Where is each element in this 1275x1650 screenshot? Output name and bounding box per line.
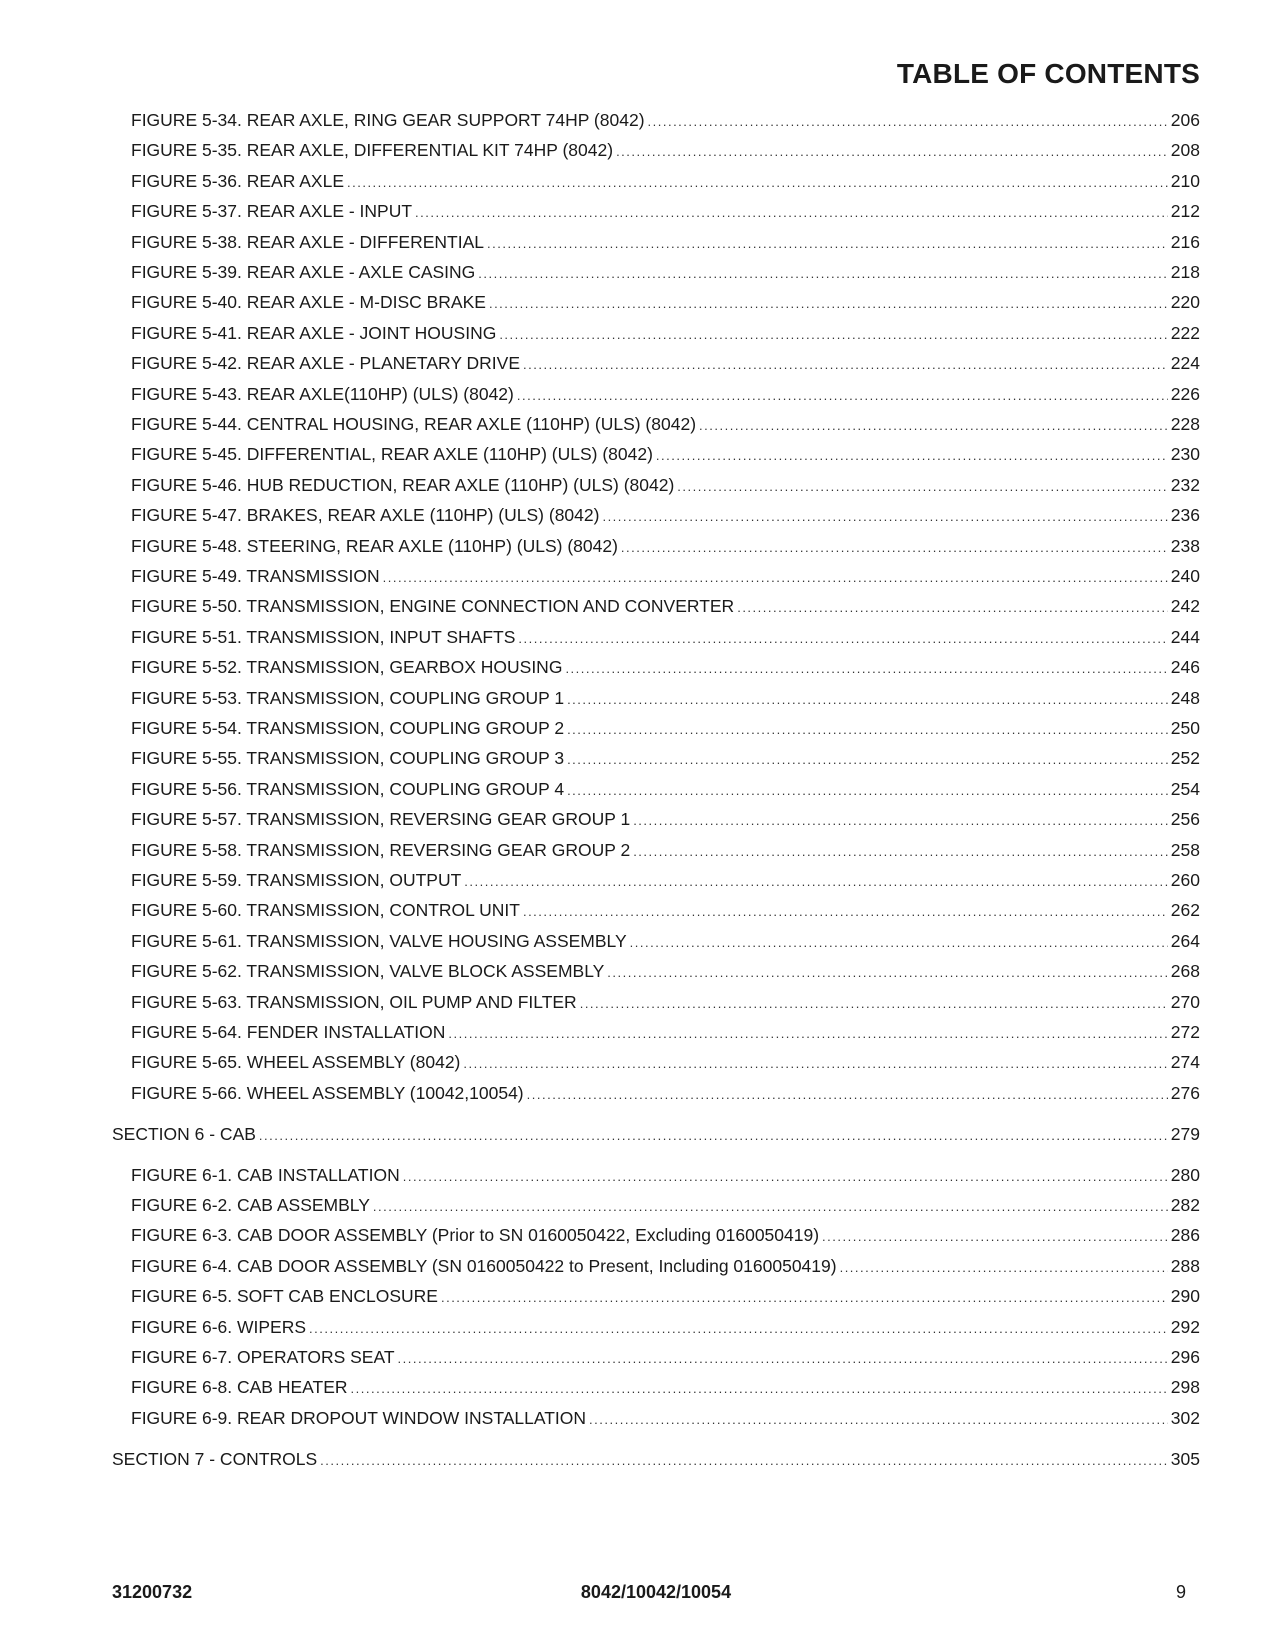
toc-dot-leader [616,140,1168,164]
toc-figure-entry[interactable] [131,716,1200,740]
toc-figure-entry[interactable] [131,807,1200,831]
toc-entry-title: FIGURE 5-44. CENTRAL HOUSING, REAR AXLE (110HP) (ULS) (8042) [131,414,697,434]
toc-entry-page: 292 [1170,1316,1200,1337]
toc-section-entry[interactable] [112,1122,1200,1146]
toc-entry-title: FIGURE 6-2. CAB ASSEMBLY [131,1195,370,1215]
toc-dot-leader [351,1377,1168,1401]
toc-entry-page: 254 [1170,778,1200,799]
toc-figure-entry[interactable] [131,777,1200,801]
toc-entry-page: 222 [1170,322,1200,343]
toc-figure-entry[interactable] [131,1254,1200,1278]
toc-entry-title: FIGURE 5-46. HUB REDUCTION, REAR AXLE (110HP) (ULS) (8042) [131,474,675,495]
toc-dot-leader [602,505,1167,529]
toc-figure-entry[interactable] [131,746,1200,770]
toc-dot-leader [383,566,1168,590]
toc-entry-page: 232 [1170,474,1200,495]
toc-figure-entry[interactable] [131,1375,1200,1399]
toc-entry-title: FIGURE 5-51. TRANSMISSION, INPUT SHAFTS [131,626,516,647]
toc-entry-page: 208 [1170,140,1200,161]
toc-dot-leader [464,870,1168,894]
toc-dot-leader [840,1256,1168,1280]
toc-figure-entry[interactable] [131,1163,1200,1187]
toc-figure-entry[interactable] [131,868,1200,892]
toc-dot-leader [398,1347,1168,1371]
toc-dot-leader [621,536,1168,560]
toc-figure-entry[interactable] [131,1020,1200,1044]
toc-entry-title: FIGURE 5-48. STEERING, REAR AXLE (110HP) (ULS) (8042) [131,535,618,556]
toc-entry-page: 274 [1170,1052,1200,1073]
toc-dot-leader [478,262,1168,286]
toc-figure-entry[interactable] [131,169,1200,193]
toc-entry-title: FIGURE 5-50. TRANSMISSION, ENGINE CONNECTION AND CONVERTER [131,596,735,617]
toc-entry-title: FIGURE 6-7. OPERATORS SEAT [131,1347,395,1367]
toc-entry-page: 258 [1170,839,1200,860]
toc-dot-leader [630,931,1168,955]
toc-entry-title: FIGURE 5-34. REAR AXLE, RING GEAR SUPPORT 74HP (8042) [131,110,645,130]
toc-entry-page: 242 [1170,596,1200,617]
toc-entry-title: FIGURE 5-53. TRANSMISSION, COUPLING GROUP 1 [131,687,565,708]
toc-dot-leader [347,171,1168,195]
toc-dot-leader [523,353,1168,377]
toc-entry-title: FIGURE 5-49. TRANSMISSION [131,566,380,586]
toc-entry-title: FIGURE 5-57. TRANSMISSION, REVERSING GEAR GROUP 1 [131,809,631,830]
toc-entry-title: FIGURE 6-6. WIPERS [131,1316,307,1337]
toc-entry-title: FIGURE 5-38. REAR AXLE - DIFFERENTIAL [131,231,484,252]
toc-dot-leader [656,444,1168,468]
toc-entry-page: 252 [1170,748,1200,769]
toc-entry-title: FIGURE 5-41. REAR AXLE - JOINT HOUSING [131,322,497,343]
toc-figure-entry[interactable] [131,1050,1200,1074]
toc-entry-title: FIGURE 5-47. BRAKES, REAR AXLE (110HP) (ULS) (8042) [131,505,600,526]
toc-dot-leader [518,627,1167,651]
toc-figure-entry[interactable] [131,108,1200,132]
toc-figure-entry[interactable] [131,1193,1200,1217]
toc-dot-leader [565,657,1167,681]
toc-entry-page: 268 [1170,961,1200,982]
toc-entry-title: FIGURE 6-3. CAB DOOR ASSEMBLY (Prior to SN 0160050422, Excluding 0160050419) [131,1225,820,1246]
toc-entry-title: FIGURE 6-8. CAB HEATER [131,1377,348,1398]
toc-figure-entry[interactable] [131,503,1200,527]
toc-entry-page: 216 [1170,231,1200,252]
toc-figure-entry[interactable] [131,564,1200,588]
toc-dot-leader [567,748,1168,772]
toc-entry-page: 260 [1170,870,1200,890]
toc-dot-leader [448,1022,1167,1046]
toc-entry-title: SECTION 6 - CAB [112,1123,256,1144]
toc-entry-page: 244 [1170,626,1200,647]
toc-entry-page: 302 [1170,1407,1200,1428]
toc-figure-entry[interactable] [131,199,1200,223]
footer-page-number: 9 [1175,1582,1186,1602]
toc-dot-leader [523,900,1168,924]
toc-dot-leader [580,992,1168,1016]
toc-entry-page: 218 [1170,262,1200,282]
toc-entry-title: FIGURE 5-36. REAR AXLE [131,170,344,191]
toc-dot-leader [567,688,1168,712]
toc-entry-title: FIGURE 6-9. REAR DROPOUT WINDOW INSTALLATION [131,1407,587,1428]
toc-figure-entry[interactable] [131,442,1200,466]
toc-entry-title: FIGURE 5-62. TRANSMISSION, VALVE BLOCK ASSEMBLY [131,961,605,982]
toc-figure-entry[interactable] [131,534,1200,558]
toc-dot-leader [607,961,1168,985]
toc-dot-leader [309,1317,1168,1341]
toc-entry-page: 246 [1170,657,1200,678]
toc-figure-entry[interactable] [131,959,1200,983]
toc-entry-page: 290 [1170,1286,1200,1307]
toc-entry-page: 296 [1170,1347,1200,1367]
toc-entry-title: FIGURE 6-1. CAB INSTALLATION [131,1164,400,1185]
toc-dot-leader [487,232,1168,256]
toc-dot-leader [373,1195,1168,1219]
toc-entry-page: 305 [1170,1448,1200,1469]
toc-entry-title: FIGURE 5-64. FENDER INSTALLATION [131,1022,446,1042]
toc-entry-title: FIGURE 5-56. TRANSMISSION, COUPLING GROUP 4 [131,778,565,799]
toc-entry-page: 256 [1170,809,1200,830]
toc-entry-title: FIGURE 5-59. TRANSMISSION, OUTPUT [131,870,462,890]
toc-figure-entry[interactable] [131,686,1200,710]
toc-entry-title: FIGURE 5-60. TRANSMISSION, CONTROL UNIT [131,900,520,921]
toc-entry-page: 279 [1170,1123,1200,1144]
toc-dot-leader [633,809,1168,833]
toc-entry-title: FIGURE 5-58. TRANSMISSION, REVERSING GEAR GROUP 2 [131,839,631,860]
toc-entry-title: FIGURE 5-55. TRANSMISSION, COUPLING GROUP 3 [131,748,565,769]
toc-entry-title: FIGURE 6-4. CAB DOOR ASSEMBLY (SN 0160050422 to Present, Including 0160050419) [131,1255,837,1276]
toc-figure-entry[interactable] [131,412,1200,436]
toc-figure-entry[interactable] [131,260,1200,284]
toc-figure-entry[interactable] [131,929,1200,953]
toc-entry-page: 288 [1170,1255,1200,1276]
toc-figure-entry[interactable] [131,321,1200,345]
toc-figure-entry[interactable] [131,655,1200,679]
toc-entry-title: FIGURE 5-52. TRANSMISSION, GEARBOX HOUSING [131,657,563,678]
toc-figure-entry[interactable] [131,594,1200,618]
toc-entry-page: 276 [1170,1082,1200,1103]
toc-dot-leader [677,475,1168,499]
toc-dot-leader [567,718,1168,742]
toc-entry-page: 206 [1170,110,1200,130]
toc-entry-page: 238 [1170,535,1200,556]
page-footer [112,1582,1200,1606]
toc-figure-entry[interactable] [131,838,1200,862]
toc-dot-leader [567,779,1168,803]
toc-figure-entry[interactable] [131,382,1200,406]
toc-dot-leader [441,1286,1168,1310]
toc-dot-leader [648,110,1168,134]
toc-entry-page: 270 [1170,991,1200,1012]
toc-figure-entry[interactable] [131,473,1200,497]
toc-figure-entry[interactable] [131,1406,1200,1430]
footer-models: 8042/10042/10054 [580,1582,732,1602]
toc-entry-title: FIGURE 5-43. REAR AXLE(110HP) (ULS) (8042) [131,383,514,404]
toc-entry-page: 262 [1170,900,1200,921]
toc-dot-leader [463,1052,1167,1076]
toc-dot-leader [499,323,1167,347]
toc-entry-title: FIGURE 5-42. REAR AXLE - PLANETARY DRIVE [131,353,521,374]
toc-figure-entry[interactable] [131,1315,1200,1339]
toc-entry-page: 210 [1170,170,1200,191]
toc-figure-entry[interactable] [131,898,1200,922]
toc-entry-page: 220 [1170,292,1200,313]
toc-entry-page: 286 [1170,1225,1200,1246]
toc-entry-title: FIGURE 5-54. TRANSMISSION, COUPLING GROUP 2 [131,718,565,738]
toc-dot-leader [699,414,1168,438]
toc-entry-title: FIGURE 5-63. TRANSMISSION, OIL PUMP AND FILTER [131,991,577,1012]
toc-entry-page: 280 [1170,1164,1200,1185]
toc-entry-page: 236 [1170,505,1200,526]
toc-dot-leader [589,1408,1168,1432]
toc-dot-leader [415,201,1168,225]
toc-entry-title: FIGURE 5-37. REAR AXLE - INPUT [131,201,413,222]
toc-figure-entry[interactable] [131,625,1200,649]
toc-section-entry[interactable] [112,1447,1200,1471]
toc-entry-page: 230 [1170,444,1200,465]
toc-figure-entry[interactable] [131,1223,1200,1247]
toc-entry-title: FIGURE 6-5. SOFT CAB ENCLOSURE [131,1286,438,1307]
page-title: TABLE OF CONTENTS [896,58,1200,89]
toc-entry-title: SECTION 7 - CONTROLS [112,1448,318,1469]
toc-entry-title: FIGURE 5-39. REAR AXLE - AXLE CASING [131,262,476,282]
toc-figure-entry[interactable] [131,138,1200,162]
toc-entry-page: 298 [1170,1377,1200,1398]
toc-entry-page: 224 [1170,353,1200,374]
toc-dot-leader [403,1165,1168,1189]
toc-figure-entry[interactable] [131,1284,1200,1308]
toc-dot-leader [517,384,1168,408]
toc-figure-entry[interactable] [131,1081,1200,1105]
toc-dot-leader [320,1449,1168,1473]
toc-dot-leader [822,1225,1168,1249]
toc-entry-title: FIGURE 5-66. WHEEL ASSEMBLY (10042,10054) [131,1082,524,1103]
toc-entry-page: 248 [1170,687,1200,708]
toc-entry-title: FIGURE 5-65. WHEEL ASSEMBLY (8042) [131,1052,461,1073]
toc-figure-entry[interactable] [131,990,1200,1014]
toc-entry-page: 226 [1170,383,1200,404]
toc-entry-page: 240 [1170,566,1200,586]
toc-figure-entry[interactable] [131,230,1200,254]
toc-entry-title: FIGURE 5-45. DIFFERENTIAL, REAR AXLE (110HP) (ULS) (8042) [131,444,653,465]
toc-entry-page: 282 [1170,1195,1200,1215]
footer-doc-number: 31200732 [112,1582,193,1602]
toc-figure-entry[interactable] [131,351,1200,375]
toc-dot-leader [527,1083,1168,1107]
toc-entry-title: FIGURE 5-40. REAR AXLE - M-DISC BRAKE [131,292,486,313]
toc-entry-title: FIGURE 5-61. TRANSMISSION, VALVE HOUSING ASSEMBLY [131,930,627,951]
toc-dot-leader [633,840,1168,864]
toc-entry-page: 272 [1170,1022,1200,1042]
toc-dot-leader [489,292,1168,316]
toc-entry-page: 264 [1170,930,1200,951]
toc-entry-page: 228 [1170,414,1200,434]
toc-figure-entry[interactable] [131,290,1200,314]
toc-entry-title: FIGURE 5-35. REAR AXLE, DIFFERENTIAL KIT 74HP (8042) [131,140,614,161]
toc-entry-page: 212 [1170,201,1200,222]
toc-dot-leader [259,1124,1168,1148]
toc-dot-leader [737,596,1168,620]
toc-figure-entry[interactable] [131,1345,1200,1369]
toc-entry-page: 250 [1170,718,1200,738]
